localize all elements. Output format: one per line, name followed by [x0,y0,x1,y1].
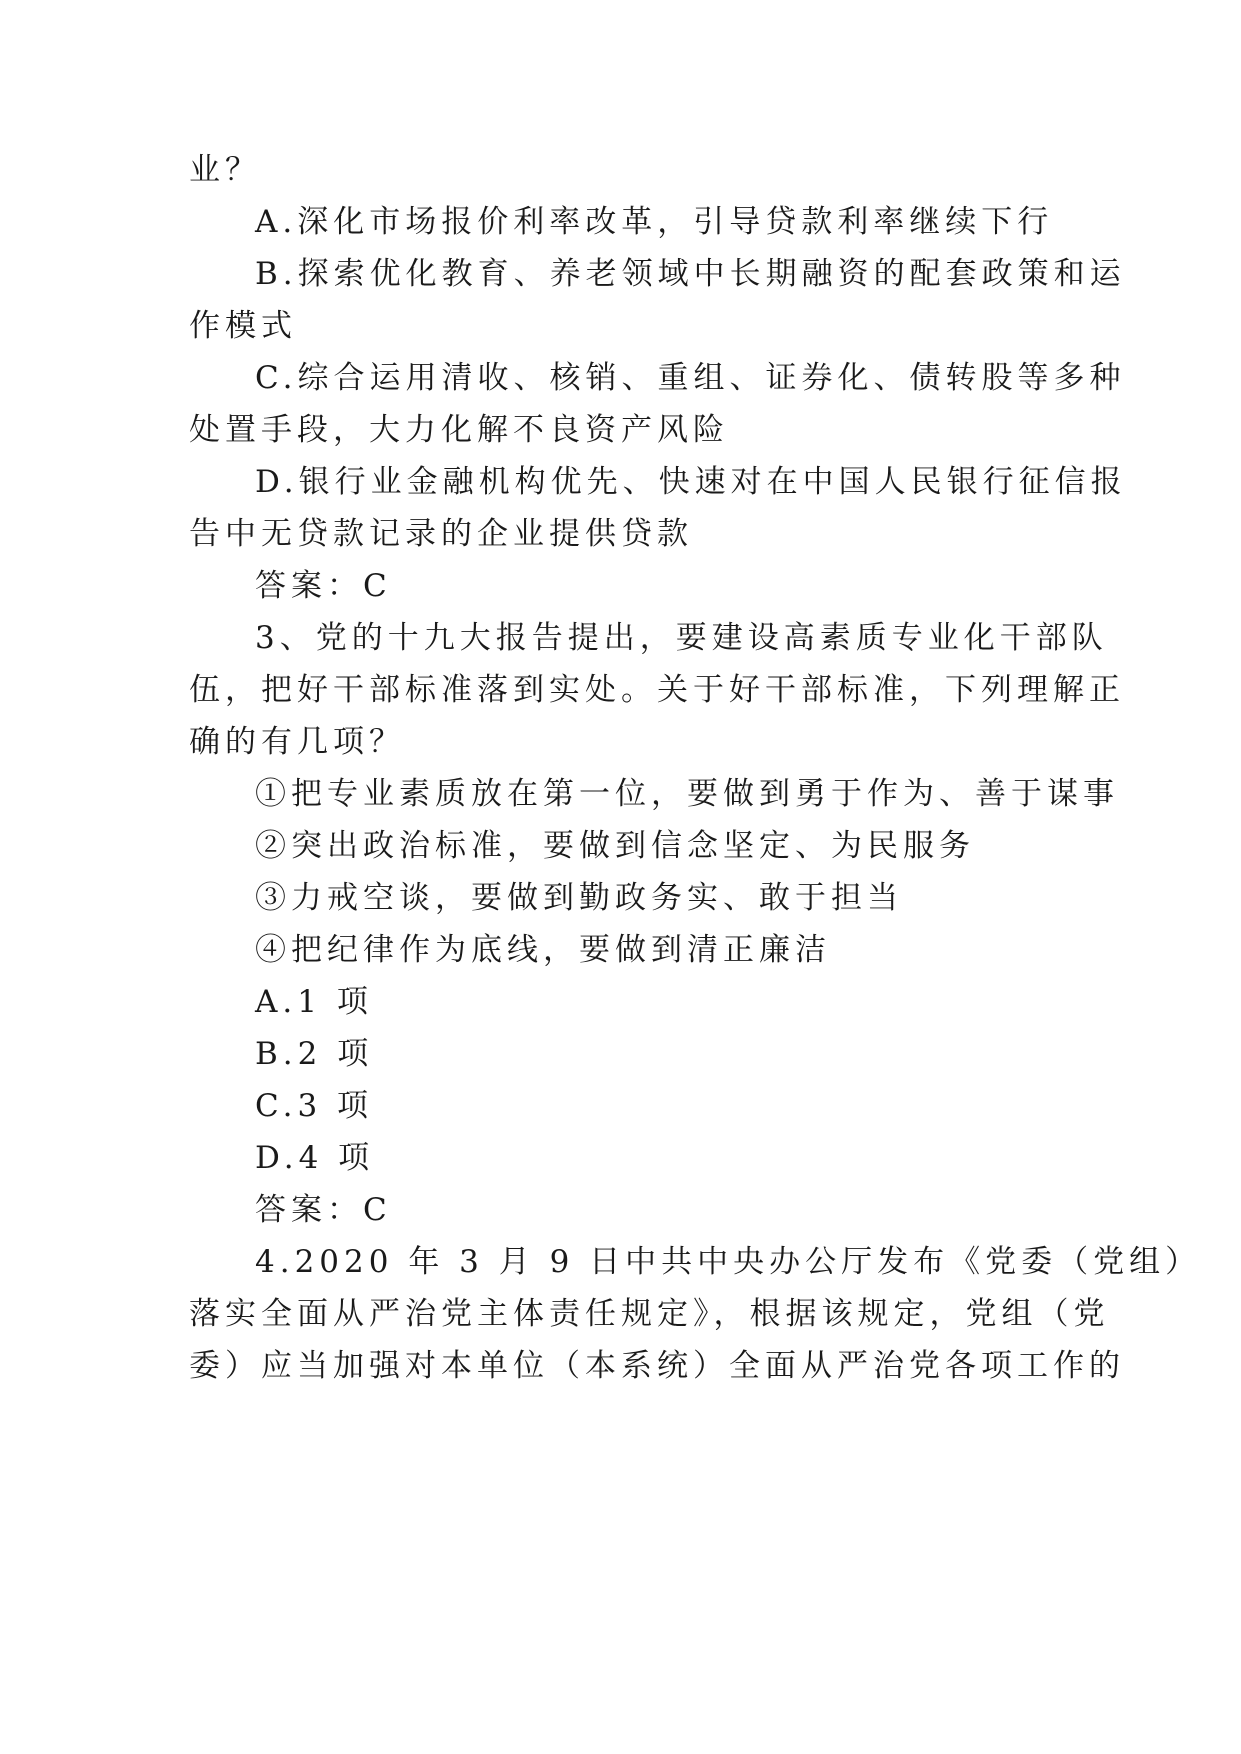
answer-line: 答案：C [255,1192,392,1228]
option-line: C.3 项 [255,1088,374,1124]
option-line: A.1 项 [255,984,373,1020]
statement-line: ①把专业素质放在第一位，要做到勇于作为、善于谋事 [255,776,1119,812]
option-line: B.2 项 [255,1036,374,1072]
text-line: 伍，把好干部标准落到实处。关于好干部标准，下列理解正 [189,672,1125,708]
text-line: 委）应当加强对本单位（本系统）全面从严治党各项工作的 [189,1348,1125,1384]
statement-line: ③力戒空谈，要做到勤政务实、敢于担当 [255,880,903,916]
text-line: 处置手段，大力化解不良资产风险 [189,412,729,448]
text-line: 告中无贷款记录的企业提供贷款 [189,516,693,552]
option-line: D.4 项 [255,1140,375,1176]
option-line: D.银行业金融机构优先、快速对在中国人民银行征信报 [255,464,1127,500]
option-line: B.探索优化教育、养老领域中长期融资的配套政策和运 [255,256,1126,292]
question-line: 4.2020 年 3 月 9 日中共中央办公厅发布《党委（党组） [255,1244,1202,1280]
option-line: A.深化市场报价利率改革，引导贷款利率继续下行 [255,204,1054,240]
text-line: 确的有几项？ [189,724,405,760]
text-line: 业？ [189,152,261,188]
text-line: 作模式 [189,308,297,344]
statement-line: ④把纪律作为底线，要做到清正廉洁 [255,932,831,968]
text-line: 落实全面从严治党主体责任规定》，根据该规定，党组（党 [189,1296,1110,1332]
answer-line: 答案：C [255,568,392,604]
option-line: C.综合运用清收、核销、重组、证券化、债转股等多种 [255,360,1126,396]
question-line: 3、党的十九大报告提出，要建设高素质专业化干部队 [255,620,1108,656]
statement-line: ②突出政治标准，要做到信念坚定、为民服务 [255,828,975,864]
